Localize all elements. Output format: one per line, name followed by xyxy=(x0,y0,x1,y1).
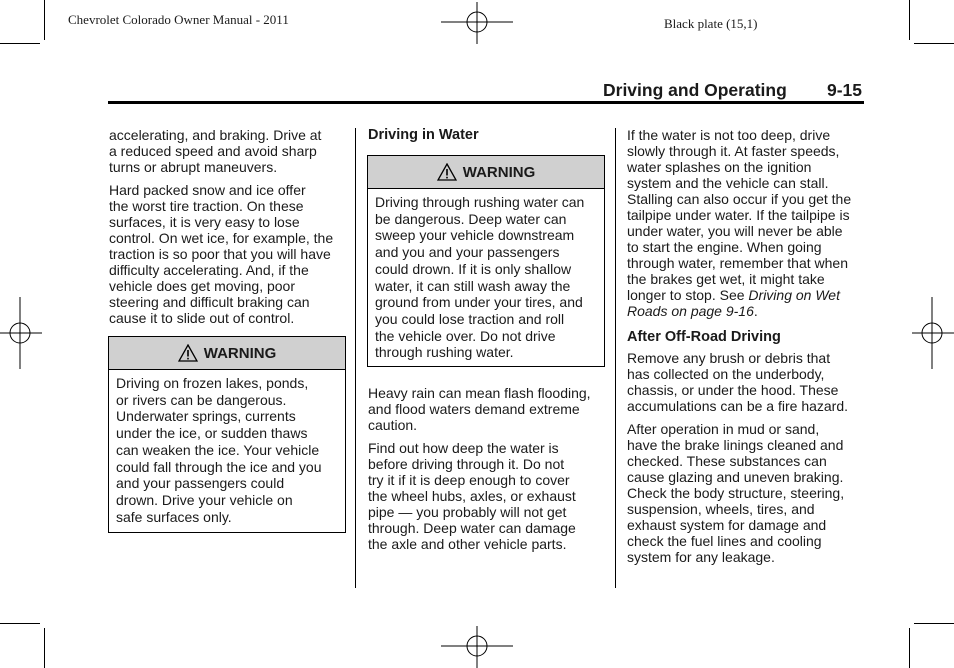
cross-reference-link[interactable]: Roads on page 9-16 xyxy=(627,303,754,319)
header-rule xyxy=(108,101,864,104)
paragraph: accelerating, and braking. Drive at a reduced speed and avoid sharp turns or abrupt maneuvers. xyxy=(109,127,322,175)
crop-mark xyxy=(914,43,954,44)
registration-mark-icon xyxy=(441,626,513,668)
registration-mark-icon xyxy=(912,297,954,369)
plate-label: Black plate (15,1) xyxy=(664,16,758,31)
paragraph: If the water is not too deep, drive slowly through it. At faster speeds, water splashes on the ignition system and the vehicle can stall. Stalling can also occur if you get the tailpipe under water. If the tailpipe is under water, you will never be able to start the engine. When going through water, remember that when the brakes get wet, it might take longer to stop. See Driving on Wet Roads on page 9-16. xyxy=(627,127,852,319)
warning-header xyxy=(109,337,345,370)
warning-text: Driving on frozen lakes, ponds, or rivers can be dangerous. Underwater springs, currents under the ice, or sudden thaws can weaken the ice. Your vehicle could fall through the ice and you and your passengers could drown. Drive your vehicle on safe surfaces only. xyxy=(116,375,322,525)
warning-label: WARNING xyxy=(203,344,277,362)
page-number: 9-15 xyxy=(827,80,863,100)
warning-icon xyxy=(437,163,457,181)
paragraph: Heavy rain can mean flash flooding, and flood waters demand extreme caution. xyxy=(368,385,591,433)
warning-body xyxy=(109,370,345,525)
column-divider xyxy=(355,128,356,588)
crop-mark xyxy=(0,623,40,624)
registration-mark-icon xyxy=(441,2,513,44)
paragraph: Find out how deep the water is before driving through it. Do not try it if it is deep enough to cover the wheel hubs, axles, or exhaust pipe — you probably will not get through. Deep water can damage the axle and other vehicle parts. xyxy=(368,440,576,552)
warning-header xyxy=(368,156,604,189)
manual-title: Chevrolet Colorado Owner Manual - 2011 xyxy=(68,12,289,27)
column-1 xyxy=(109,127,349,326)
crop-mark xyxy=(909,628,910,668)
crop-mark xyxy=(0,43,40,44)
column-3 xyxy=(627,127,867,565)
crop-mark xyxy=(909,0,910,40)
paragraph: After operation in mud or sand, have the brake linings cleaned and checked. These substances can cause glazing and uneven braking. Check the body structure, steering, suspension, wheels, tires, and exhaust system for damage and check the fuel lines and cooling system for any leakage. xyxy=(627,421,845,565)
column-2-text xyxy=(368,385,608,552)
column-divider xyxy=(615,128,616,588)
section-heading: Driving in Water xyxy=(368,127,479,143)
warning-box xyxy=(108,336,346,533)
crop-mark xyxy=(44,0,45,40)
warning-text: Driving through rushing water can be dangerous. Deep water can sweep your vehicle downstream and you and your passengers could drown. If it is only shallow water, it can still wash away the ground from under your tires, and you could lose traction and roll the vehicle over. Do not drive through rushing water. xyxy=(375,194,585,361)
crop-mark xyxy=(44,628,45,668)
warning-box xyxy=(367,155,605,367)
paragraph: Hard packed snow and ice offer the worst tire traction. On these surfaces, it is very easy to lose control. On wet ice, for example, the traction is so poor that you will have difficulty accelerating. And, if the vehicle does get moving, poor steering and difficult braking can cause it to slide out of control. xyxy=(109,182,334,326)
crop-mark xyxy=(914,623,954,624)
section-title: Driving and Operating xyxy=(603,80,787,100)
cross-reference-link[interactable]: Driving on Wet xyxy=(748,287,840,303)
warning-body xyxy=(368,189,604,361)
registration-mark-icon xyxy=(0,297,42,369)
warning-icon xyxy=(178,344,198,362)
warning-label: WARNING xyxy=(462,163,536,181)
section-heading: After Off-Road Driving xyxy=(627,329,781,345)
paragraph: Remove any brush or debris that has collected on the underbody, chassis, or under the hood. These accumulations can be a fire hazard. xyxy=(627,350,849,414)
